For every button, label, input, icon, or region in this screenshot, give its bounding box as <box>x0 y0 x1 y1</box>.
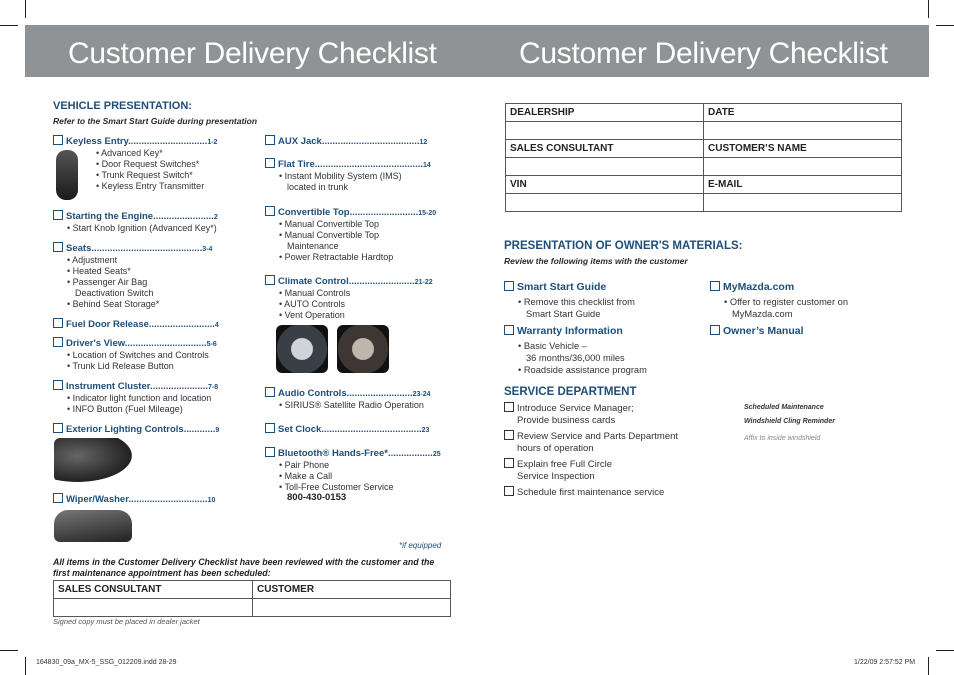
checklist-item-bluetooth[interactable]: Bluetooth® Hands-Free*.................25 <box>265 447 441 459</box>
checkbox[interactable] <box>53 423 63 433</box>
checklist-item-mymazda[interactable]: MyMazda.com <box>710 281 794 293</box>
checkbox[interactable] <box>504 325 514 335</box>
vin-header: VIN <box>506 176 704 194</box>
dealership-field[interactable] <box>506 122 704 140</box>
if-equipped-note: *if equipped <box>399 541 442 550</box>
climate-knob-image <box>337 325 389 373</box>
checklist-item-drivers-view[interactable]: Driver's View...............................5-6 <box>53 337 217 349</box>
checkbox[interactable] <box>265 158 275 168</box>
bluetooth-bullets: • Pair Phone • Make a Call • Toll-Free Customer Service <box>279 460 394 493</box>
checkbox[interactable] <box>265 423 275 433</box>
checkbox[interactable] <box>504 402 514 412</box>
service-item[interactable]: Review Service and Parts Department hours of operation <box>504 430 678 455</box>
checklist-item-owners-manual[interactable]: Owner’s Manual <box>710 325 804 337</box>
service-item[interactable]: Schedule first maintenance service <box>504 486 664 499</box>
crop-mark <box>936 650 954 651</box>
checkbox[interactable] <box>710 325 720 335</box>
checklist-item-starting-engine[interactable]: Starting the Engine.......................2 <box>53 210 218 222</box>
sales-consultant-signature-field[interactable] <box>54 599 253 617</box>
checkbox[interactable] <box>265 275 275 285</box>
customer-service-phone: 800-430-0153 <box>287 492 347 503</box>
checklist-item-climate-control[interactable]: Climate Control.........................21-22 <box>265 275 433 287</box>
checkbox[interactable] <box>265 135 275 145</box>
windshield-cling-label: Windshield Cling Reminder <box>744 418 835 425</box>
crop-mark <box>25 0 26 18</box>
email-header: E-MAIL <box>704 176 902 194</box>
checkbox[interactable] <box>504 486 514 496</box>
signed-copy-note: Signed copy must be placed in dealer jacket <box>53 617 200 626</box>
checkbox[interactable] <box>53 210 63 220</box>
checklist-item-convertible-top[interactable]: Convertible Top..........................15-20 <box>265 206 436 218</box>
dealer-info-table <box>505 103 902 212</box>
convertible-top-bullets: • Manual Convertible Top • Manual Convertible Top Maintenance • Power Retractable Hardtop <box>279 219 393 263</box>
checklist-item-instrument-cluster[interactable]: Instrument Cluster......................7-8 <box>53 380 218 392</box>
owners-materials-subheading: Review the following items with the customer <box>504 256 688 266</box>
climate-knob-image <box>276 325 328 373</box>
checklist-item-wiper-washer[interactable]: Wiper/Washer..............................10 <box>53 493 215 505</box>
checkbox[interactable] <box>265 387 275 397</box>
owners-materials-heading: PRESENTATION OF OWNER'S MATERIALS: <box>504 240 743 252</box>
signature-table <box>53 580 451 617</box>
customer-name-field[interactable] <box>704 158 902 176</box>
checklist-item-flat-tire[interactable]: Flat Tire.........................................14 <box>265 158 431 170</box>
keyless-entry-bullets: • Advanced Key* • Door Request Switches* • Trunk Request Switch* • Keyless Entry Transmitter <box>96 148 204 192</box>
checklist-item-set-clock[interactable]: Set Clock......................................23 <box>265 423 429 435</box>
date-header: DATE <box>704 104 902 122</box>
checkbox[interactable] <box>265 447 275 457</box>
checklist-item-exterior-lighting[interactable]: Exterior Lighting Controls............9 <box>53 423 219 435</box>
customer-name-header: CUSTOMER’S NAME <box>704 140 902 158</box>
service-item[interactable]: Explain free Full Circle Service Inspection <box>504 458 612 483</box>
title-banner <box>25 25 929 77</box>
checklist-item-seats[interactable]: Seats..........................................3-4 <box>53 242 212 254</box>
sales-consultant-header: SALES CONSULTANT <box>506 140 704 158</box>
checkbox[interactable] <box>504 458 514 468</box>
customer-header: CUSTOMER <box>253 581 451 599</box>
checklist-item-smart-start-guide[interactable]: Smart Start Guide <box>504 281 606 293</box>
checkbox[interactable] <box>53 318 63 328</box>
climate-control-bullets: • Manual Controls • AUTO Controls • Vent Operation <box>279 288 350 321</box>
checklist-item-aux-jack[interactable]: AUX Jack.....................................12 <box>265 135 427 147</box>
sales-consultant-field[interactable] <box>506 158 704 176</box>
vehicle-presentation-heading: VEHICLE PRESENTATION: <box>53 100 192 112</box>
checkbox[interactable] <box>53 380 63 390</box>
left-page-title: Customer Delivery Checklist <box>68 37 437 70</box>
dealership-header: DEALERSHIP <box>506 104 704 122</box>
checklist-item-keyless-entry[interactable]: Keyless Entry..............................1-2 <box>53 135 217 147</box>
lighting-stalk-image <box>54 438 132 482</box>
checkbox[interactable] <box>53 242 63 252</box>
instrument-cluster-bullets: • Indicator light function and location • INFO Button (Fuel Mileage) <box>67 393 211 415</box>
crop-mark <box>928 0 929 18</box>
email-field[interactable] <box>704 194 902 212</box>
starting-engine-bullets: • Start Knob Ignition (Advanced Key*) <box>67 223 217 234</box>
crop-mark <box>0 25 18 26</box>
sales-consultant-header: SALES CONSULTANT <box>54 581 253 599</box>
checkbox[interactable] <box>504 430 514 440</box>
checklist-item-audio-controls[interactable]: Audio Controls.........................23-24 <box>265 387 431 399</box>
footer-date: 1/22/09 2:57:52 PM <box>854 659 916 666</box>
affix-note: Affix to inside windshield <box>744 435 821 442</box>
crop-mark <box>928 657 929 675</box>
crop-mark <box>936 25 954 26</box>
footer-file-info: 164830_09a_MX-5_SSG_012209.indd 28-29 <box>36 659 177 666</box>
warranty-bullets: • Basic Vehicle – 36 months/36,000 miles • Roadside assistance program <box>518 340 647 376</box>
checklist-item-fuel-door[interactable]: Fuel Door Release.........................4 <box>53 318 219 330</box>
checkbox[interactable] <box>710 281 720 291</box>
customer-signature-field[interactable] <box>253 599 451 617</box>
drivers-view-bullets: • Location of Switches and Controls • Trunk Lid Release Button <box>67 350 209 372</box>
checkbox[interactable] <box>53 337 63 347</box>
review-statement: All items in the Customer Delivery Checklist have been reviewed with the customer and the first maintenance appointment has been scheduled: <box>53 557 435 578</box>
checkbox[interactable] <box>265 206 275 216</box>
checklist-item-warranty[interactable]: Warranty Information <box>504 325 623 337</box>
seats-bullets: • Adjustment • Heated Seats* • Passenger Air Bag Deactivation Switch • Behind Seat Storage* <box>67 255 159 310</box>
checkbox[interactable] <box>53 493 63 503</box>
service-department-heading: SERVICE DEPARTMENT <box>504 386 637 398</box>
crop-mark <box>0 650 18 651</box>
checkbox[interactable] <box>504 281 514 291</box>
flat-tire-bullets: • Instant Mobility System (IMS) located in trunk <box>279 171 402 193</box>
wiper-stalk-image <box>54 510 132 542</box>
audio-controls-bullets: • SIRIUS® Satellite Radio Operation <box>279 400 424 411</box>
vehicle-presentation-subheading: Refer to the Smart Start Guide during presentation <box>53 116 258 126</box>
right-page-title: Customer Delivery Checklist <box>519 37 888 70</box>
mymazda-bullets: • Offer to register customer on MyMazda.com <box>724 296 848 320</box>
service-item[interactable]: Introduce Service Manager; Provide business cards <box>504 402 634 427</box>
crop-mark <box>25 657 26 675</box>
checkbox[interactable] <box>53 135 63 145</box>
date-field[interactable] <box>704 122 902 140</box>
smart-start-bullets: • Remove this checklist from Smart Start Guide <box>518 296 635 320</box>
vin-field[interactable] <box>506 194 704 212</box>
scheduled-maintenance-label: Scheduled Maintenance <box>744 404 824 411</box>
advanced-key-image <box>56 150 78 200</box>
